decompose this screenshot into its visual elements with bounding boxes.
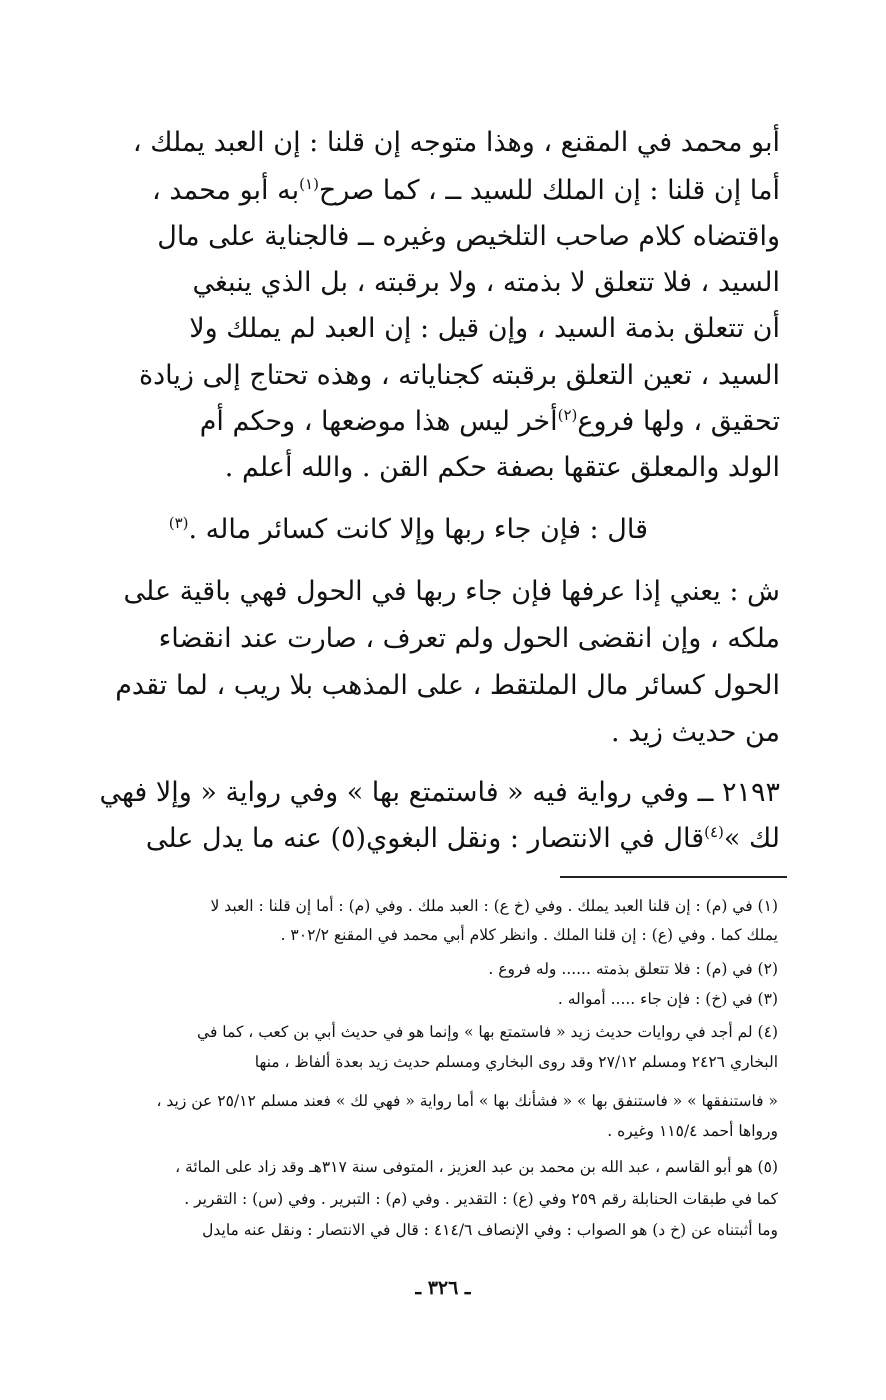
text-line: قال : فإن جاء ربها وإلا كانت كسائر ماله .$^{(٣)}$ [168,514,648,545]
footnote-line: وما أثبتناه عن (خ د) هو الصواب : وفي الإنصاف ٤١٤/٦ : قال في الانتصار : ونقل عنه مايدل [202,1221,778,1239]
footnote-line: ورواها أحمد ١١٥/٤ وغيره . [607,1122,778,1140]
footnote-line: « فاستنفقها » « فاستنفق بها » « فشأنك بها » أما رواية « فهي لك » فعند مسلم ٢٥/١٢ عن زيد ، [156,1092,778,1110]
text-line: تحقيق ، ولها فروع$^{(٢)}$أخر ليس هذا موضعها ، وحكم أم [199,406,780,437]
text-line: ملكه ، وإن انقضى الحول ولم تعرف ، صارت عند انقضاء [158,623,780,654]
footnote-line: (١) في (م) : إن قلنا العبد يملك . وفي (خ ع) : العبد ملك . وفي (م) : أما إن قلنا : العبد لا [210,897,778,915]
text-line: السيد ، تعين التعلق برقبته كجناياته ، وهذه تحتاج إلى زيادة [139,360,780,391]
text-line: ٢١٩٣ ــ وفي رواية فيه « فاستمتع بها » وفي رواية « وإلا فهي [99,777,780,808]
text-line: من حديث زيد . [611,717,780,748]
text-line: أما إن قلنا : إن الملك للسيد ــ ، كما صرح$^{(١)}$به أبو محمد ، [152,175,780,206]
text-line: السيد ، فلا تتعلق لا بذمته ، ولا برقبته ، بل الذي ينبغي [192,267,780,298]
footnote-line: البخاري ٢٤٢٦ ومسلم ٢٧/١٢ وقد روى البخاري ومسلم حديث زيد بعدة ألفاظ ، منها [254,1053,778,1071]
text-line: الولد والمعلق عتقها بصفة حكم القن . والله أعلم . [224,452,780,483]
text-line: أن تتعلق بذمة السيد ، وإن قيل : إن العبد لم يملك ولا [189,313,780,344]
footnote-line: (٢) في (م) : فلا تتعلق بذمته ...... وله فروع . [488,960,778,978]
footnote-line: (٥) هو أبو القاسم ، عبد الله بن محمد بن عبد العزيز ، المتوفى سنة ٣١٧هـ وقد زاد على المائة ، [175,1158,778,1176]
text-line: واقتضاه كلام صاحب التلخيص وغيره ــ فالجناية على مال [157,221,780,252]
text-line: ش : يعني إذا عرفها فإن جاء ربها في الحول فهي باقية على [123,576,780,607]
footnote-line: (٣) في (خ) : فإن جاء ..... أمواله . [557,990,778,1008]
text-line: أبو محمد في المقنع ، وهذا متوجه إن قلنا : إن العبد يملك ، [132,127,780,158]
text-line: الحول كسائر مال الملتقط ، على المذهب بلا ريب ، لما تقدم [115,670,780,701]
footnote-line: يملك كما . وفي (ع) : إن قلنا الملك . وانظر كلام أبي محمد في المقنع ٣٠٢/٢ . [280,926,778,944]
text-line: لك »$^{(٤)}$قال في الانتصار : ونقل البغوي(٥) عنه ما يدل على [145,823,780,854]
footnote-ref: (١) [299,175,319,193]
footnote-ref: (٤) [704,823,724,841]
footnote-ref: (٣) [168,514,189,532]
footnote-ref: (٢) [557,406,578,424]
page-number: ـ ٣٢٦ ـ [415,1277,471,1299]
footnote-divider [560,876,787,878]
footnote-line: كما في طبقات الحنابلة رقم ٢٥٩ وفي (ع) : التقدير . وفي (م) : التبرير . وفي (س) : التقرير . [184,1190,778,1208]
footnote-line: (٤) لم أجد في روايات حديث زيد « فاستمتع بها » وإنما هو في حديث أبي بن كعب ، كما في [197,1023,778,1041]
